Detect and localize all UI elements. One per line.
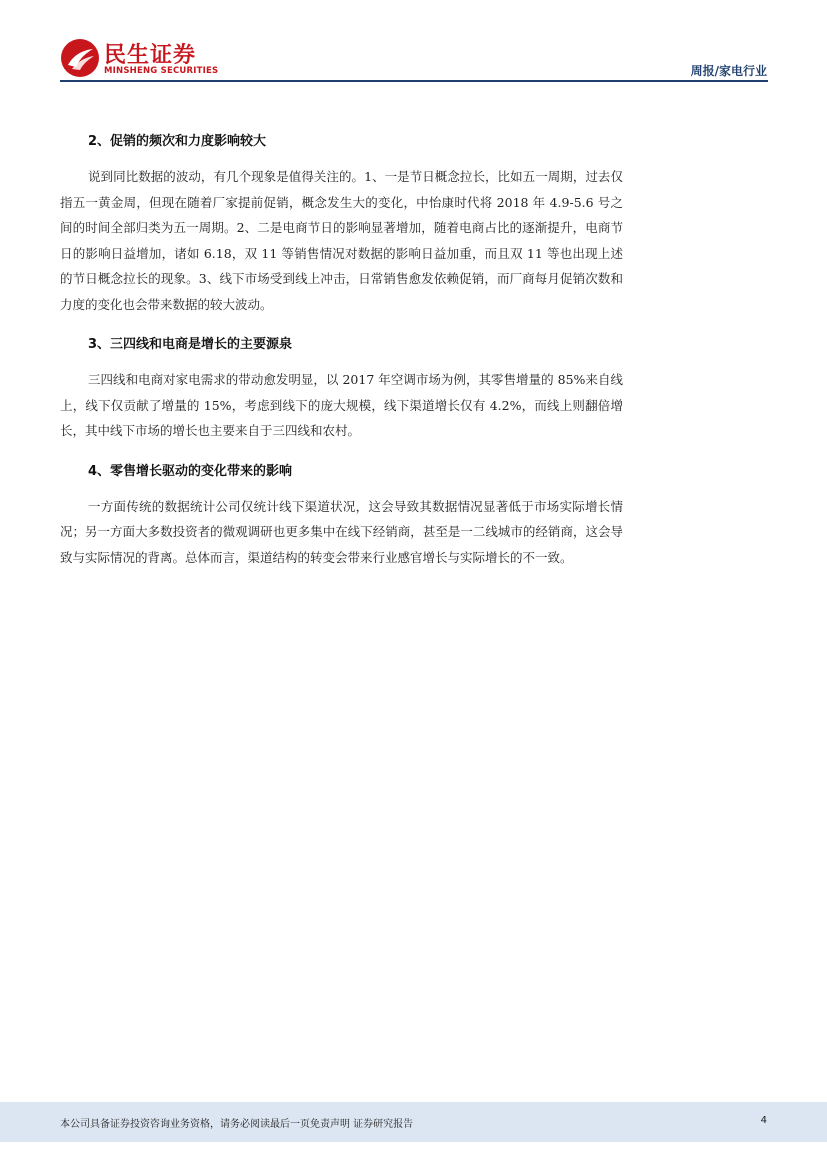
section-paragraph: 一方面传统的数据统计公司仅统计线下渠道状况，这会导致其数据情况显著低于市场实际增长情况；另一方面大多数投资者的微观调研也更多集中在线下经销商，甚至是一二线城市的经销商，这会导致与实际情况的背离。总体而言，渠道结构的转变会带来行业感官增长与实际增长的不一致。	[60, 498, 623, 565]
section-paragraph: 说到同比数据的波动，有几个现象是值得关注的。1、一是节日概念拉长，比如五一周期，过去仅指五一黄金周，但现在随着厂家提前促销，概念发生大的变化，中怡康时代将 2018 年 4.9-5.6 号之间的时间全部归类为五一周期。2、二是电商节日的影响显著增加，随着电商占比的逐渐提升，电商节日的影响日益增加，诸如 6.18，双 11 等销售情况对数据的影响日益加重，而且双 11 等也出现上述的节日概念拉长的现象。3、线下市场受到线上冲击，日常销售愈发依赖促销，而厂商每月促销次数和力度的变化也会带来数据的较大波动。	[60, 169, 623, 312]
section-heading: 4、零售增长驱动的变化带来的影响	[88, 463, 293, 479]
section-heading: 2、促销的频次和力度影响较大	[88, 134, 267, 149]
page-header	[0, 0, 827, 82]
document-body	[60, 132, 623, 588]
brand-name-en: MINSHENG SECURITIES	[104, 66, 219, 76]
page-footer	[0, 1102, 827, 1142]
minsheng-logo-icon	[60, 38, 100, 78]
report-category: 周报/家电行业	[690, 64, 767, 78]
section-paragraph: 三四线和电商对家电需求的带动愈发明显，以 2017 年空调市场为例，其零售增量的 85%来自线上，线下仅贡献了增量的 15%，考虑到线下的庞大规模，线下渠道增长仅有 4.2%，而线上则翻倍增长，其中线下市场的增长也主要来自于三四线和农村。	[60, 372, 623, 438]
section-retail-impact	[60, 462, 623, 571]
disclaimer-note: 本公司具备证券投资咨询业务资格，请务必阅读最后一页免责声明 证券研究报告	[60, 1119, 414, 1130]
page-number: 4	[760, 1115, 767, 1126]
brand-name-cn: 民生证券	[104, 43, 197, 68]
section-promotion	[60, 132, 623, 317]
section-heading: 3、三四线和电商是增长的主要源泉	[88, 337, 293, 352]
section-growth-source	[60, 335, 623, 444]
header-divider	[60, 80, 768, 82]
